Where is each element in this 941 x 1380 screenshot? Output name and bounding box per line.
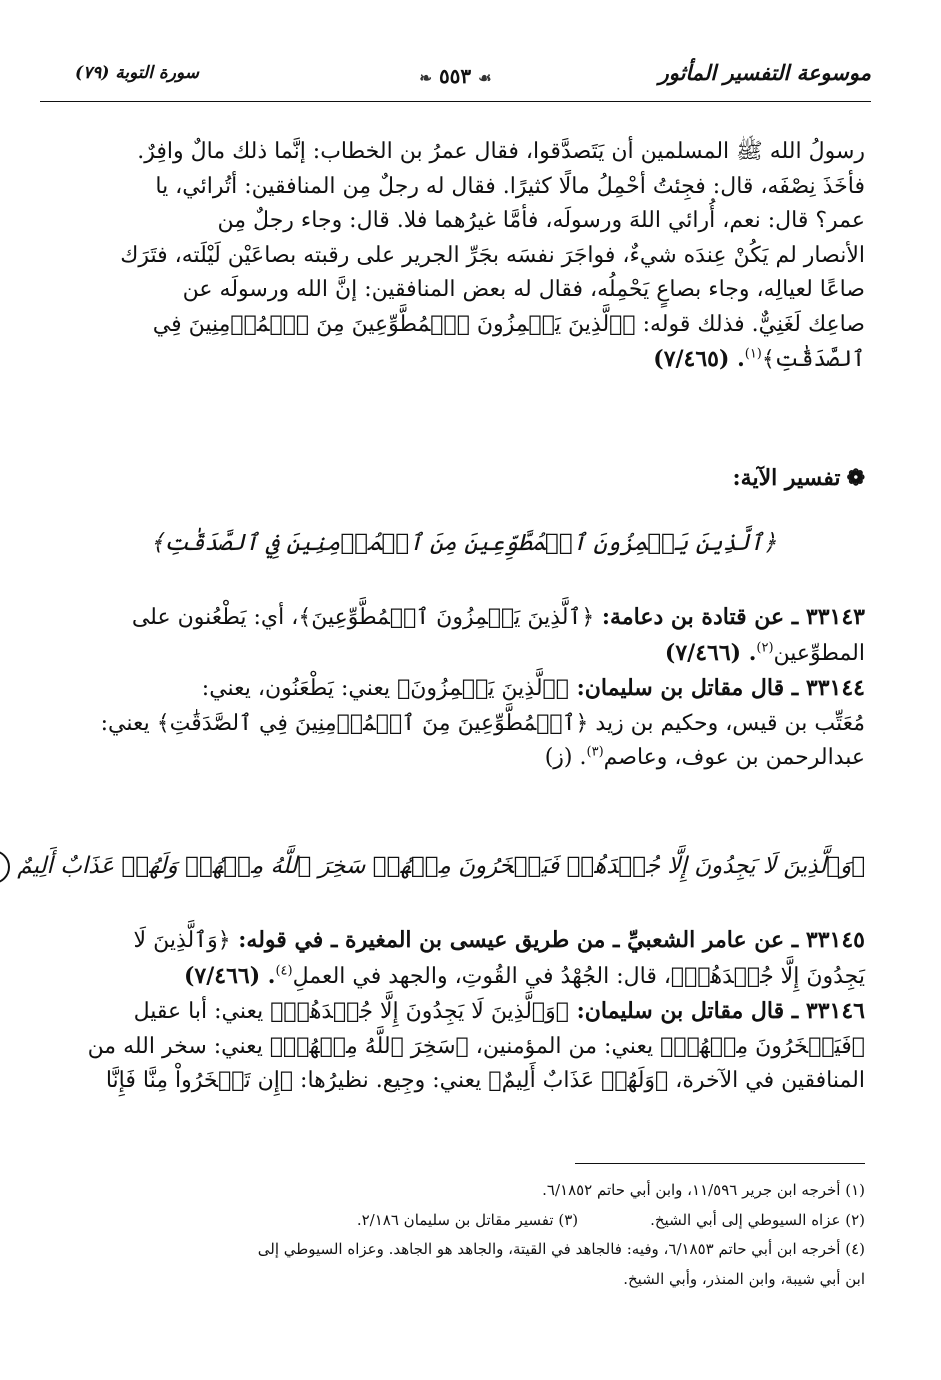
entry-text: ﴿وَٱلَّذِينَ لَا يَجِدُونَ إِلَّا جُهۡدَهُمۡ﴾ يعني: أبا عقيل xyxy=(133,999,569,1024)
entry-number: ٣٣١٤٥ xyxy=(805,927,865,953)
footnote-ref[interactable]: (١) xyxy=(744,346,762,362)
entry-text: المطوِّعين xyxy=(773,640,865,666)
intro-paragraph xyxy=(62,135,865,378)
entry-line: مُعَتِّب بن قيس، وحكيم بن زيد ﴿ٱلۡمُطَّوِّعِينَ مِنَ ٱلۡمُؤۡمِنِينَ فِي ٱلصَّدَقَٰتِ﴾ يعني: xyxy=(100,710,865,736)
entry-line xyxy=(62,671,865,707)
footnote-ref[interactable]: (٣) xyxy=(586,744,604,760)
entry-text: ﴿ٱلَّذِينَ يَلۡمِزُونَ﴾ يعني: يَطْعَنُون، يعني: xyxy=(201,676,569,701)
narrator: ـ قال مقاتل بن سليمان: xyxy=(568,998,806,1024)
volume-ref: . (٧/٤٦٥) xyxy=(653,346,745,372)
narrator: ـ عن عامر الشعبيِّ ـ من طريق عيسى بن المغيرة ـ في قوله: xyxy=(230,927,806,953)
entry-text: يَجِدُونَ إِلَّا جُهۡدَهُمۡ﴾، قال: الجُهْدُ في القُوتِ، والجهد في العملِ xyxy=(292,963,865,989)
quran-verse: ﴿ٱلَّذِينَ يَلۡمِزُونَ ٱلۡمُطَّوِّعِينَ مِنَ ٱلۡمُؤۡمِنِينَ فِي ٱلصَّدَقَٰتِ﴾ xyxy=(150,530,777,556)
text-line: صاعًا لعيالِه، وجاء بصاعٍ يَحْمِلُه، فقال له بعض المنافقين: إنَّ الله ورسولَه عن xyxy=(182,277,865,302)
flower-icon: ❁ xyxy=(846,465,865,491)
entry-number: ٣٣١٤٤ xyxy=(805,675,865,701)
ornament-left-icon: ❧ xyxy=(419,69,432,87)
commentary-block xyxy=(62,923,865,1099)
entry-text: ﴿ٱلَّذِينَ يَلۡمِزُونَ ٱلۡمُطَّوِّعِينَ﴾، أي: يَطْعُنون على xyxy=(131,605,595,630)
entry-line xyxy=(62,959,865,995)
footnote-ref[interactable]: (٤) xyxy=(275,963,293,979)
commentary-block xyxy=(62,600,865,776)
footnotes xyxy=(62,1176,865,1294)
surah-name: سورة التوبة (٧٩) xyxy=(75,63,199,83)
verse-fragment: ٱلصَّدَقَٰتِ﴾ xyxy=(761,347,865,372)
footnote-4-cont: ابن أبي شيبة، وابن المنذر، وأبي الشيخ. xyxy=(623,1269,865,1288)
narrator: ـ قال مقاتل بن سليمان: xyxy=(568,675,806,701)
entry-line xyxy=(62,600,865,636)
verse-text: ﴿وَٱلَّذِينَ لَا يَجِدُونَ إِلَّا جُهۡدَهُمۡ فَيَسۡخَرُونَ مِنۡهُمۡ سَخِرَ ٱللَّهُ مِنۡهُمۡ وَلَهُمۡ عَذَابٌ أَلِيمٌ xyxy=(17,853,865,879)
book-title: موسوعة التفسير المأثور xyxy=(658,60,871,85)
entry-line xyxy=(62,636,865,672)
section-title-text: تفسير الآية: xyxy=(732,465,841,491)
entry-number: ٣٣١٤٣ xyxy=(805,604,865,630)
footnote-4: (٤) أخرجه ابن أبي حاتم ٦/١٨٥٣، وفيه: فالجاهد في القيتة، والجاهد هو الجاهد. وعزاه السيوطي إلى xyxy=(257,1240,865,1258)
ayah-number-badge xyxy=(0,850,10,884)
quran-verse xyxy=(17,850,865,884)
text-line: رسولُ الله ﷺ المسلمين أن يَتَصدَّقوا، فقال عمرُ بن الخطاب: إنَّما ذلك مالٌ وافِرٌ. xyxy=(137,139,865,164)
volume-ref: . (ز) xyxy=(544,745,587,770)
footnote-2: (٢) عزاه السيوطي إلى أبي الشيخ. xyxy=(650,1210,865,1229)
narrator: ـ عن قتادة بن دعامة: xyxy=(594,604,806,630)
entry-line xyxy=(62,741,865,776)
page-number: ٥٥٣ xyxy=(438,64,472,88)
entry-text: ﴿وَٱلَّذِينَ لَا xyxy=(133,928,231,953)
volume-ref: . (٧/٤٦٦) xyxy=(664,639,757,666)
section-title xyxy=(733,465,865,491)
text-line: الأنصار لم يَكُنْ عِندَه شيءٌ، فواجَرَ نفسَه بجَرِّ الجرير على رقبته بصاعَيْن لَيْلَته، فتَرَك xyxy=(120,242,865,268)
text-line: فأخَذَ نِصْفَه، قال: فجِئتُ أحْمِلُ مالًا كثيرًا. فقال له رجلٌ مِن المنافقين: أتُرائي، يا xyxy=(155,173,865,199)
footnote-1: (١) أخرجه ابن جرير ١١/٥٩٦، وابن أبي حاتم ٦/١٨٥٢. xyxy=(542,1181,865,1199)
footnote-3: (٣) تفسير مقاتل بن سليمان ٢/١٨٦. xyxy=(356,1210,579,1229)
header-divider xyxy=(40,101,871,102)
text-line: عمر؟ قال: نعم، أُرائي اللهَ ورسولَه، فأمَّا غيرُهما فلا. قال: وجاء رجلٌ مِن xyxy=(217,208,865,233)
ornament-right-icon: ☙ xyxy=(478,69,492,87)
footnote-row xyxy=(62,1206,865,1236)
text-line xyxy=(62,342,865,378)
entry-line: ﴿فَيَسۡخَرُونَ مِنۡهُمۡ﴾ يعني: من المؤمنين، ﴿سَخِرَ ٱللَّهُ مِنۡهُمۡ﴾ يعني: سخر الله من xyxy=(87,1033,865,1059)
volume-ref: . (٧/٤٦٦) xyxy=(183,962,276,989)
footnote-ref[interactable]: (٢) xyxy=(756,640,774,656)
text-line: صاعِك لَغَنِيٌّ. فذلك قوله: ﴿ٱلَّذِينَ يَلۡمِزُونَ ٱلۡمُطَّوِّعِينَ مِنَ ٱلۡمُؤۡمِنِينَ فِي xyxy=(152,311,865,337)
footnote-divider xyxy=(575,1163,865,1164)
entry-line xyxy=(62,994,865,1030)
running-header xyxy=(40,60,871,94)
entry-text: عبدالرحمن بن عوف، وعاصم xyxy=(603,745,865,770)
entry-line xyxy=(62,923,865,959)
entry-line: المنافقين في الآخرة، ﴿وَلَهُمۡ عَذَابٌ أَلِيمٌ﴾ يعني: وجِيع. نظيرُها: ﴿إِن تَسۡخَرُواْ مِنَّا فَإِنَّا xyxy=(105,1068,865,1093)
entry-number: ٣٣١٤٦ xyxy=(805,998,865,1024)
